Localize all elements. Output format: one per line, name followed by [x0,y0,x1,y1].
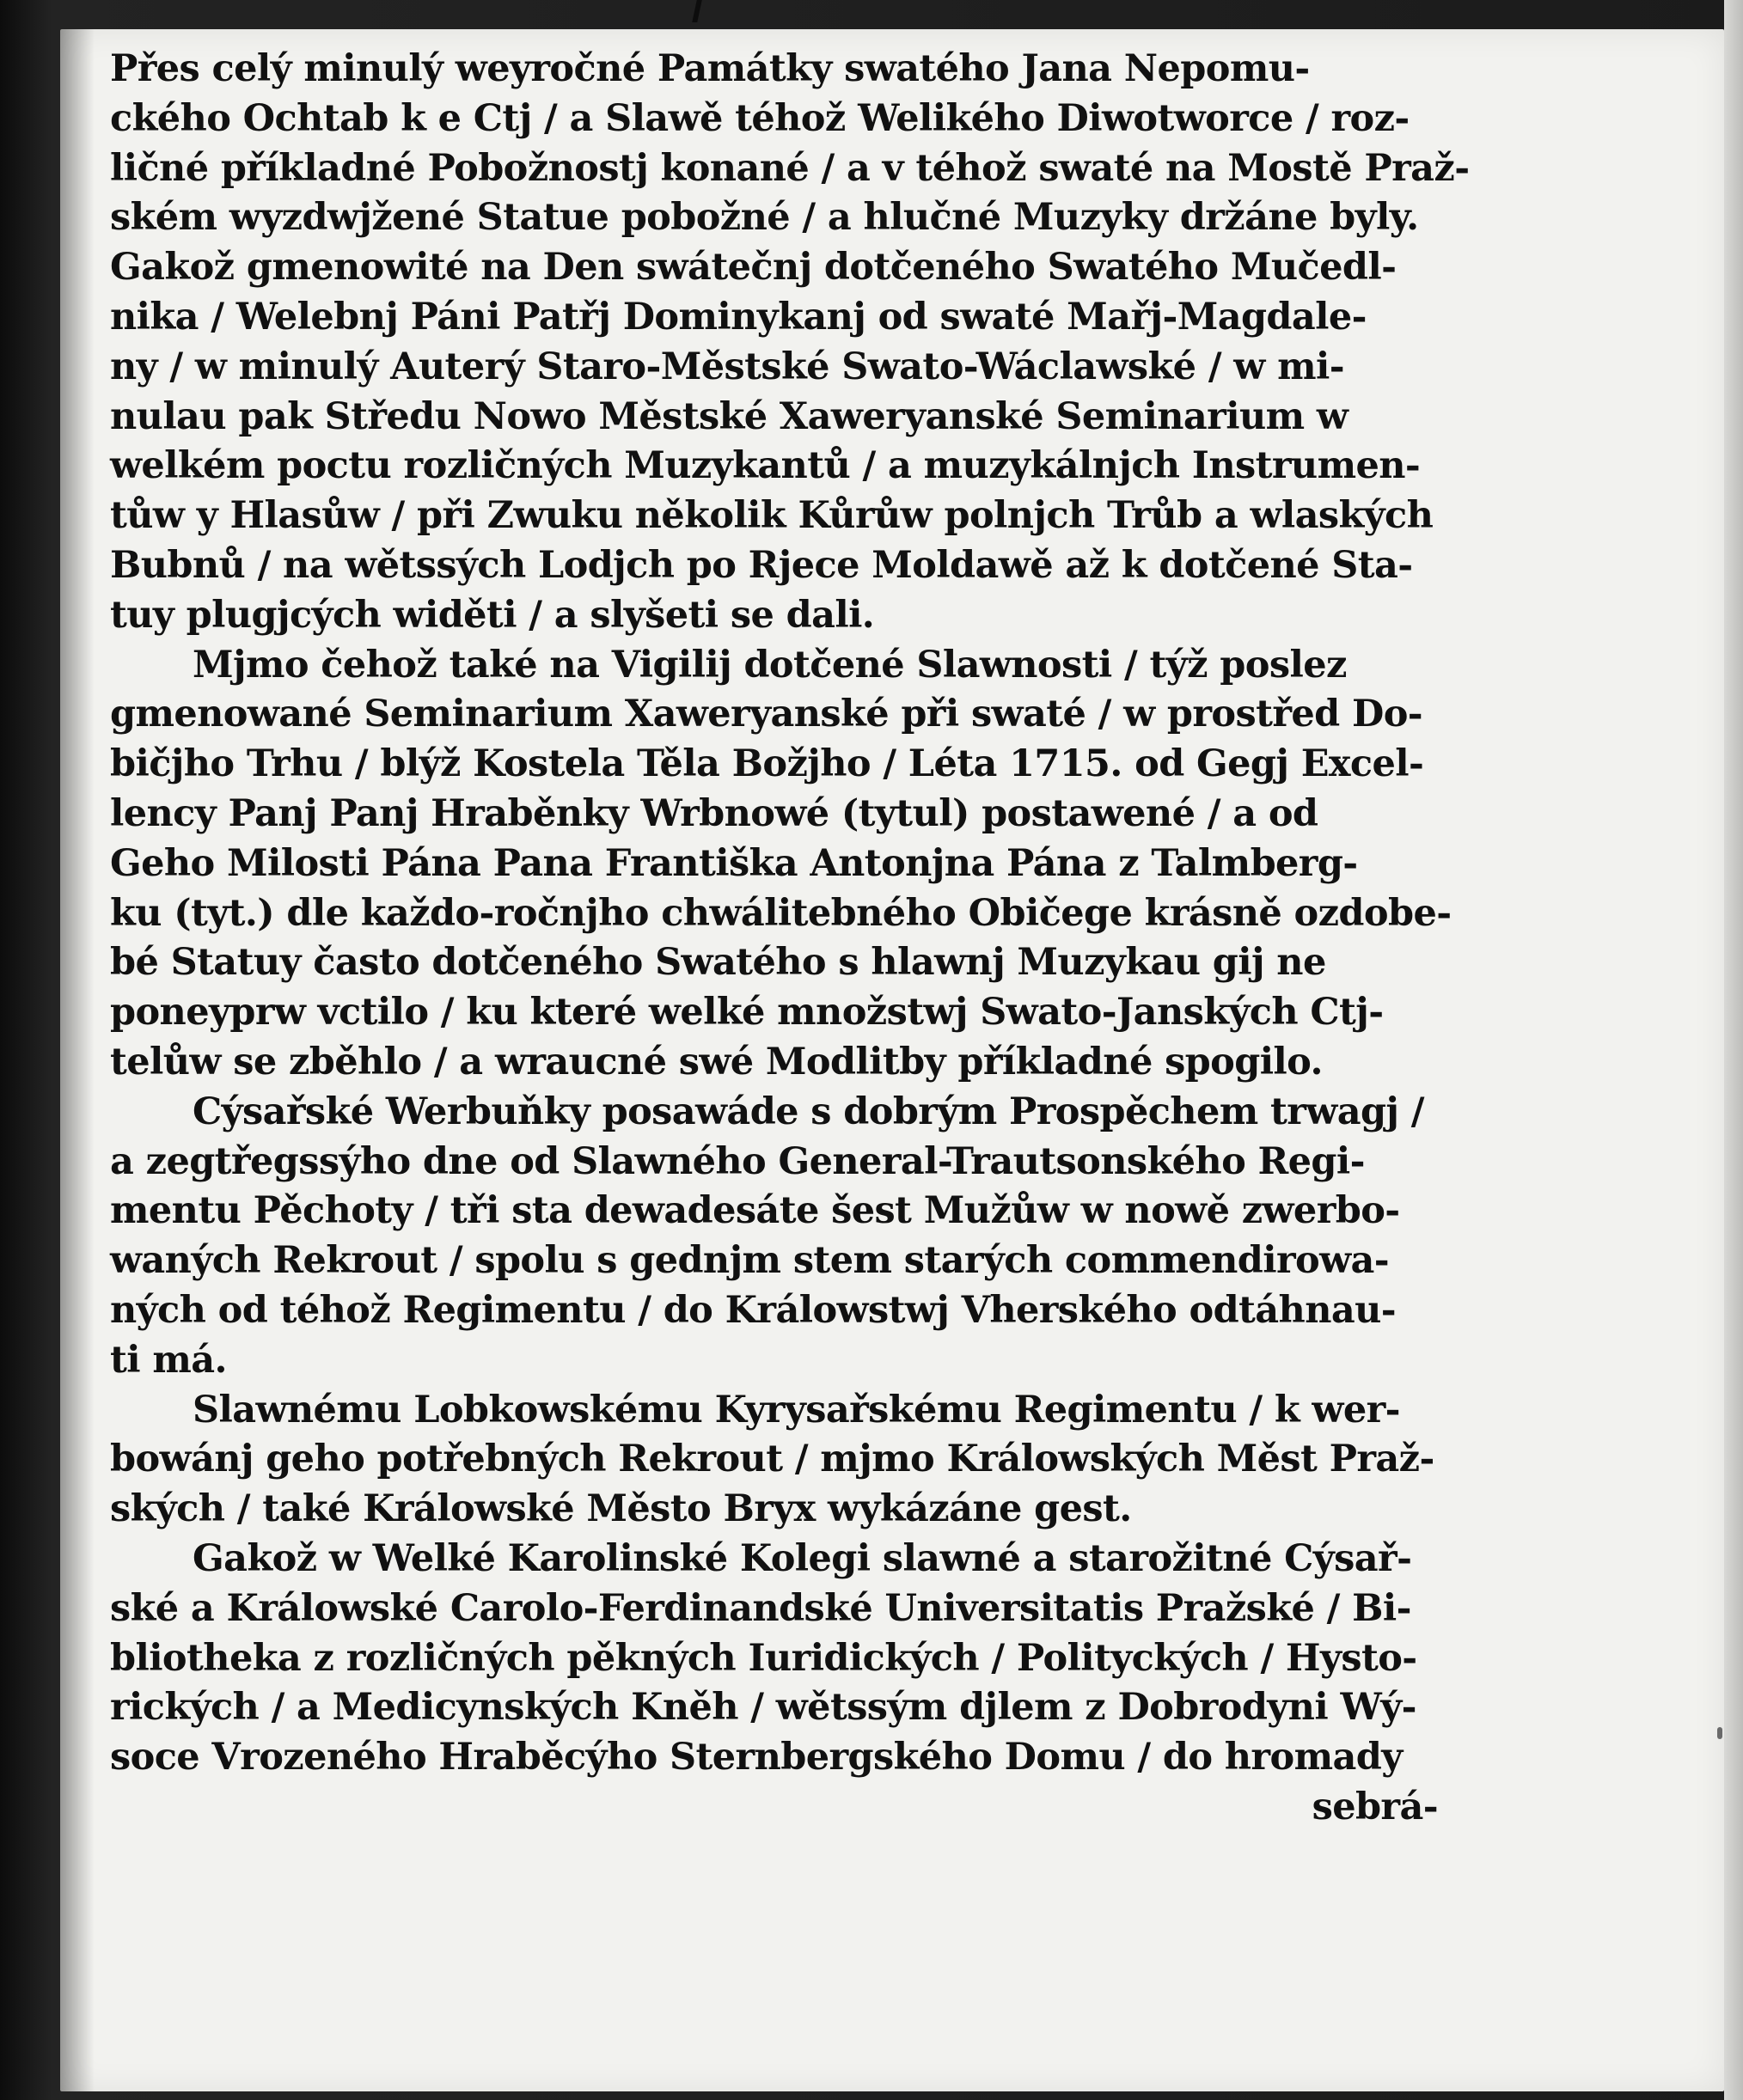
text-line: bé Statuy často dotčeného Swatého s hlawnj Muzykau gij ne [110,941,1326,985]
text-line: tuy plugjcých widěti / a slyšeti se dali. [110,593,875,637]
text-line: mentu Pěchoty / tři sta dewadesáte šest Mužůw w nowě zwerbo- [110,1189,1400,1233]
text-line: poneyprw vctilo / ku které welké množstwj Swato-Janských Ctj- [110,991,1384,1035]
text-line: ličné příkladné Pobožnostj konané / a v téhož swaté na Mostě Praž- [110,146,1470,190]
text-line: Gakož w Welké Karolinské Kolegi slawné a starožitné Cýsař- [193,1536,1412,1580]
text-line: ských / také Králowské Město Bryx wykázáne gest. [110,1487,1132,1531]
text-line: Gakož gmenowité na Den swátečnj dotčeného Swatého Mučedl- [110,246,1397,290]
text-line: rických / a Medicynských Kněh / wětssým djlem z Dobrodyni Wý- [110,1686,1416,1730]
text-line: Cýsařské Werbuňky posawáde s dobrým Prospěchem trwagj / [193,1090,1424,1133]
text-line: soce Vrozeného Hraběcýho Sternbergského Domu / do hromady [110,1736,1403,1780]
text-line: a zegtřegssýho dne od Slawného General-Trautsonského Regi- [110,1139,1365,1183]
text-line: ku (tyt.) dle každo-ročnjho chwálitebného Običege krásně ozdobe- [110,891,1452,935]
text-line: ském wyzdwjžené Statue pobožné / a hlučné Muzyky držáne byly. [110,196,1419,240]
text-line: bičjho Trhu / blýž Kostela Těla Božjho / Léta 1715. od Gegj Excel- [110,742,1424,786]
text-line: Mjmo čehož také na Vigilij dotčené Slawnosti / týž poslez [193,643,1347,687]
text-line: welkém poctu rozličných Muzykantů / a muzykálnjch Instrumen- [110,444,1421,488]
catchword: sebrá- [1312,1785,1438,1828]
ink-blot [1717,1727,1722,1739]
text-line: ti má. [110,1338,227,1382]
text-line: nika / Welebnj Páni Patřj Dominykanj od swaté Mařj-Magdale- [110,295,1367,339]
text-line: bowánj geho potřebných Rekrout / mjmo Králowských Měst Praž- [110,1438,1434,1481]
text-line: ných od téhož Regimentu / do Králowstwj Vherského odtáhnau- [110,1288,1397,1332]
text-line: waných Rekrout / spolu s gednjm stem starých commendirowa- [110,1239,1390,1283]
text-line: gmenowané Seminarium Xaweryanské při swaté / w prostřed Do- [110,693,1423,736]
right-page-edge [1724,0,1743,2100]
text-line: Geho Milosti Pána Pana Františka Antonjna Pána z Talmberg- [110,841,1358,885]
text-line: ny / w minulý Auterý Staro-Městské Swato-Wáclawské / w mi- [110,345,1344,388]
text-line: Slawnému Lobkowskému Kyrysařskému Regimentu / k wer- [193,1388,1400,1432]
text-line: bliotheka z rozličných pěkných Iuridických / Polityckých / Hysto- [110,1636,1417,1680]
text-line: Přes celý minulý weyročné Památky swatého Jana Nepomu- [110,47,1310,90]
text-line: lency Panj Panj Hraběnky Wrbnowé (tytul) postawené / a od [110,791,1318,835]
text-line: ckého Ochtab k e Ctj / a Slawě téhož Welikého Diwotworce / roz- [110,96,1410,140]
text-line: Bubnů / na wětssých Lodjch po Rjece Moldawě až k dotčené Sta- [110,543,1413,587]
text-line: telůw se zběhlo / a wraucné swé Modlitby příkladné spogilo. [110,1040,1323,1084]
text-line: nulau pak Středu Nowo Městské Xaweryanské Seminarium w [110,394,1349,438]
body-text [110,45,1470,1833]
text-line: tůw y Hlasůw / při Zwuku několik Kůrůw polnjch Trůb a wlaských [110,494,1434,538]
text-line: ské a Králowské Carolo-Ferdinandské Universitatis Pražské / Bi- [110,1586,1411,1630]
